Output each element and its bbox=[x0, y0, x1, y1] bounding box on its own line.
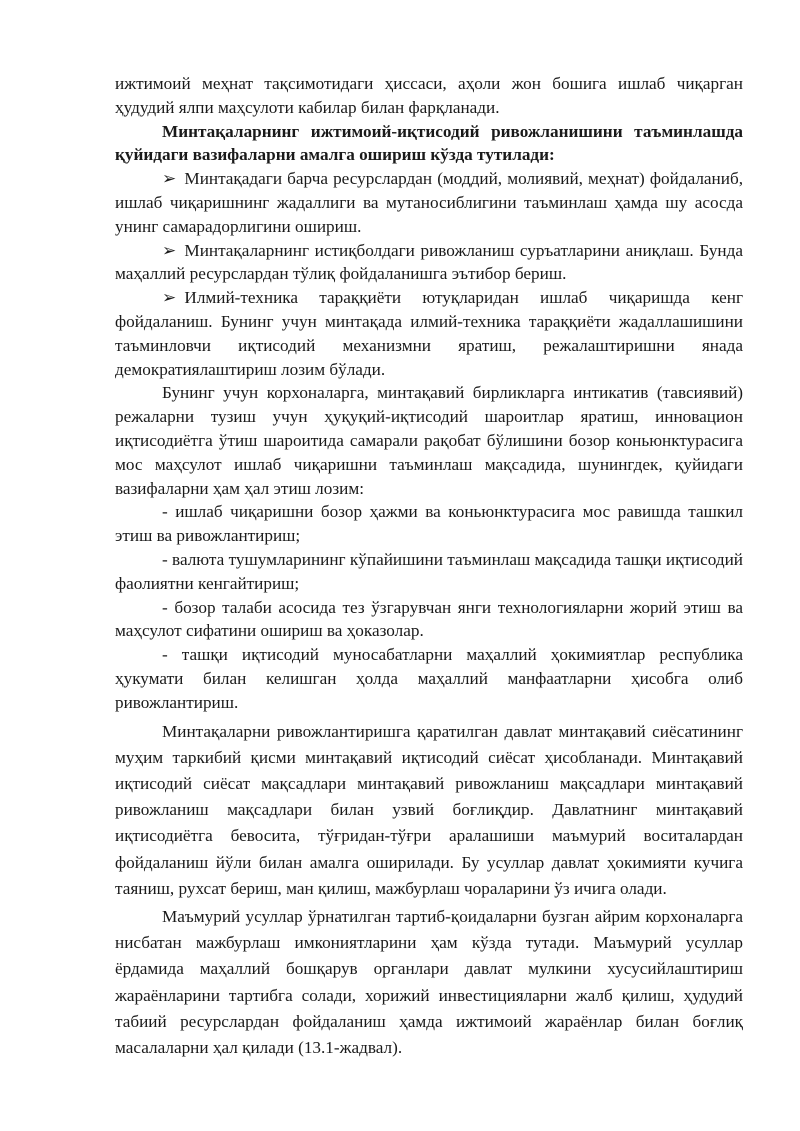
document-page bbox=[115, 72, 743, 1061]
bullet-item-scientific-progress: ➢ Илмий-техника тараққиёти ютуқларидан ишлаб чиқаришда кенг фойдаланиш. Бунинг учун минтақада илмий-техника тараққиёти жадаллашишини таъминловчи иқтисодий механизмни яратиш, режалаштиришни янада демократиялаштириш лозим бўлади. bbox=[115, 286, 743, 381]
dash-item-foreign-relations: - ташқи иқтисодий муносабатларни маҳаллий ҳокимиятлар республика ҳукумати билан келишган ҳолда маҳаллий манфаатларни ҳисобга олиб ривожлантириш. bbox=[115, 645, 743, 712]
bullet-item-growth-rates: ➢ Минтақаларнинг истиқболдаги ривожланиш суръатларини аниқлаш. Бунда маҳаллий ресурслардан тўлиқ фойдаланишга эътибор бериш. bbox=[115, 239, 743, 287]
tasks-heading: Минтақаларнинг ижтимоий-иқтисодий ривожланишини таъминлашда қуйидаги вазифаларни амалга ошириш кўзда тутилади: bbox=[115, 121, 743, 165]
dash-item-production: - ишлаб чиқаришни бозор ҳажми ва коньюнктурасига мос равишда ташкил этиш ва ривожлантириш; bbox=[115, 502, 743, 546]
paragraph-for-this: Бунинг учун корхоналарга, минтақавий бирликларга интикатив (тавсиявий) режаларни тузиш учун ҳуқуқий-иқтисодий шароитлар яратиш, инновацион иқтисодиётга ўтиш шароитида самарали рақобат бўлишини бозор коньюнктурасига мос маҳсулот ишлаб чиқаришни таъминлаш мақсадида, шунингдек, қуйидаги вазифаларни ҳам ҳал этиш лозим: bbox=[115, 383, 743, 498]
paragraph-continuation: ижтимоий меҳнат тақсимотидаги ҳиссаси, аҳоли жон бошига ишлаб чиқарган ҳудудий ялпи маҳсулоти кабилар билан фарқланади. bbox=[115, 74, 743, 117]
paragraph-regional-policy: Минтақаларни ривожлантиришга қаратилган давлат минтақавий сиёсатининг муҳим таркибий қисми минтақавий иқтисодий сиёсат ҳисобланади. Минтақавий иқтисодий сиёсат мақсадлари минтақавий ривожланиш мақсадлари минтақавий ривожланиш мақсадлари билан узвий боғлиқдир. Давлатнинг минтақавий иқтисодиётга бевосита, тўғридан-тўғри аралашиши маъмурий воситалардан фойдаланиш йўли билан амалга оширилади. Бу усуллар давлат ҳокимияти кучига таяниш, рухсат бериш, ман қилиш, мажбурлаш чораларини ўз ичига олади. bbox=[115, 721, 743, 898]
bullet-item-resources: ➢ Минтақадаги барча ресурслардан (моддий, молиявий, меҳнат) фойдаланиб, ишлаб чиқаришнинг жадаллиги ва мутаносиблигини таъминлаш ҳамда шу асосда унинг самарадорлигини ошириш. bbox=[115, 167, 743, 238]
paragraph-administrative-methods: Маъмурий усуллар ўрнатилган тартиб-қоидаларни бузган айрим корхоналарга нисбатан мажбурлаш имкониятларини ҳам кўзда тутади. Маъмурий усуллар ёрдамида маҳаллий бошқарув органлари давлат мулкини хусусийлаштириш жараёнларини тартибга солади, хорижий инвестицияларни жалб қилиш, ҳудудий табиий ресурслардан фойдаланиш ҳамда ижтимоий жараёнлар билан боғлиқ масалаларни ҳал қилади (13.1-жадвал). bbox=[115, 906, 743, 1057]
dash-item-currency: - валюта тушумларининг кўпайишини таъминлаш мақсадида ташқи иқтисодий фаолиятни кенгайтириш; bbox=[115, 549, 743, 593]
dash-item-technology: - бозор талаби асосида тез ўзгарувчан янги технологияларни жорий этиш ва маҳсулот сифатини ошириш ва ҳоказолар. bbox=[115, 597, 743, 641]
